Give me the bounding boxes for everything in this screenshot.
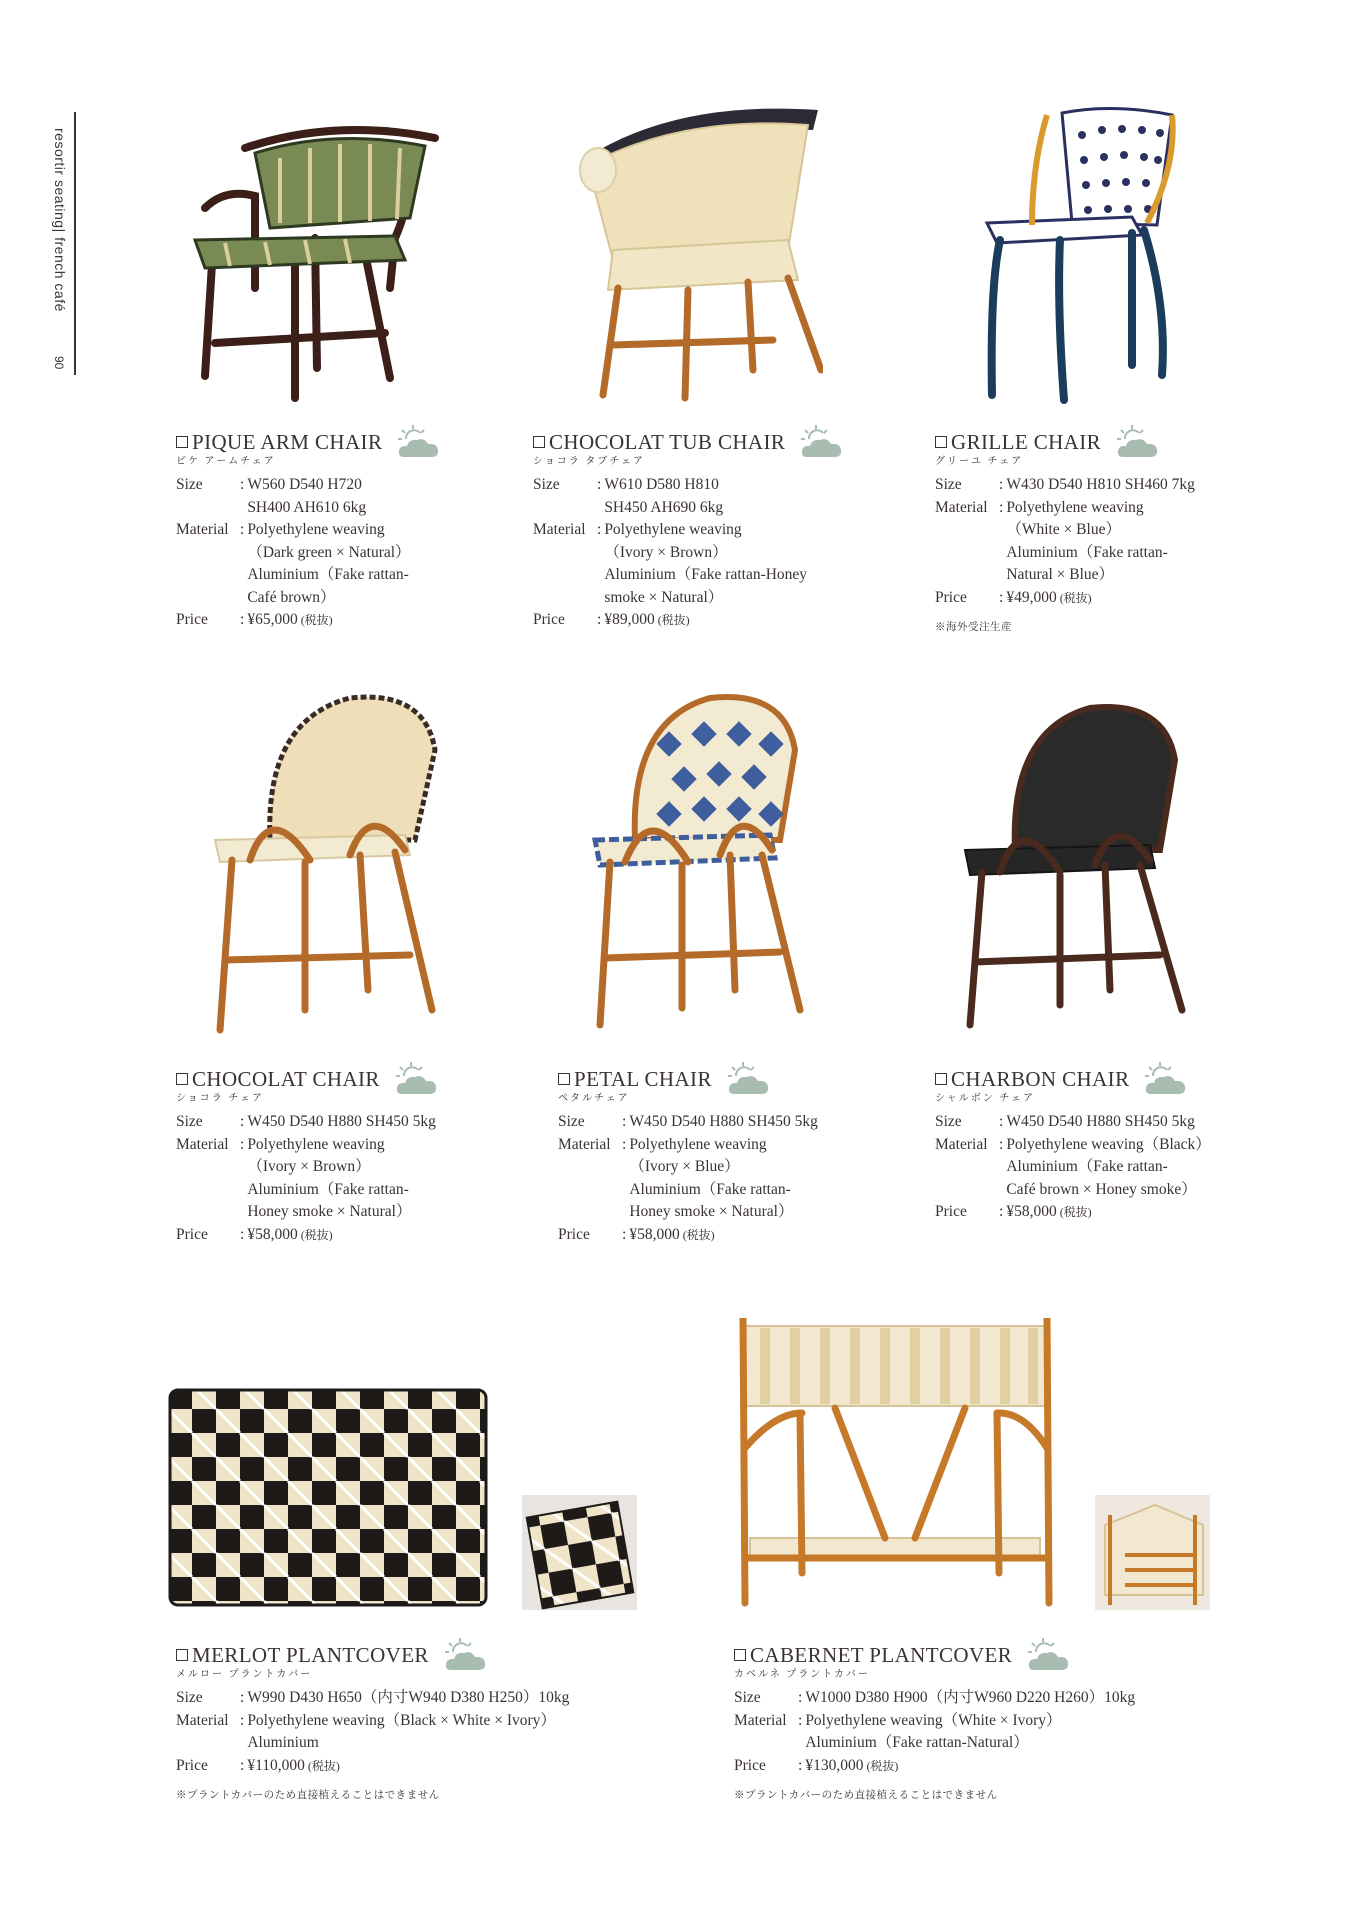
price-amount: ¥58,000 <box>247 1225 298 1243</box>
spec-label-size: Size <box>935 1113 962 1130</box>
spec-row-material <box>176 519 411 609</box>
product-kana: シャルボン チェア <box>935 1093 1035 1104</box>
spec-label-size: Size <box>176 1113 203 1130</box>
side-tab <box>50 128 70 378</box>
checkbox-icon[interactable] <box>935 1073 947 1085</box>
product-name: MERLOT PLANTCOVER <box>192 1642 429 1667</box>
spec-colon: : <box>240 1689 245 1706</box>
price-tax: (税抜) <box>307 1758 340 1773</box>
spec-row-price <box>176 1224 436 1247</box>
spec-line: Aluminium <box>247 1734 319 1751</box>
charbon-chair-photo <box>960 700 1195 1030</box>
checkbox-icon[interactable] <box>558 1073 570 1085</box>
spec-row-size <box>935 474 1195 497</box>
cloud-sun-icon <box>1115 425 1159 459</box>
spec-row-material <box>935 1134 1211 1202</box>
spec-line: Aluminium（Fake rattan- <box>1006 1158 1168 1175</box>
spec-value-size <box>1006 474 1195 497</box>
spec-row-material <box>558 1134 818 1224</box>
product-kana: ピケ アームチェア <box>176 456 276 467</box>
spec-value-material <box>1006 497 1167 587</box>
price-tax: (税抜) <box>657 613 690 627</box>
spec-label-size: Size <box>176 476 203 493</box>
spec-value-material <box>1006 1134 1210 1202</box>
spec-line: smoke × Natural） <box>604 588 724 606</box>
spec-line: Polyethylene weaving（Black） <box>1006 1135 1211 1153</box>
spec-line: （Ivory × Brown） <box>247 1158 371 1175</box>
spec-line: Natural × Blue） <box>1006 566 1115 583</box>
spec-label-size: Size <box>935 476 962 493</box>
pique-arm-chair-photo <box>185 118 455 408</box>
spec-line: Honey smoke × Natural） <box>629 1203 794 1220</box>
spec-row-size <box>176 474 411 519</box>
product-note: ※海外受注生産 <box>935 622 1012 633</box>
checkbox-icon[interactable] <box>533 436 545 448</box>
spec-label-price: Price <box>533 611 565 628</box>
spec-value-material <box>604 519 807 609</box>
spec-row-size <box>558 1111 818 1134</box>
product-kana: グリーユ チェア <box>935 456 1024 467</box>
side-label: resortir seating| french café <box>52 128 68 312</box>
spec-line: （Dark green × Natural） <box>247 543 411 561</box>
spec-label-price: Price <box>734 1756 766 1774</box>
product-name: CHOCOLAT CHAIR <box>192 1066 380 1091</box>
product-specs <box>176 474 411 632</box>
spec-row-price <box>734 1755 1135 1778</box>
spec-label-price: Price <box>176 1225 208 1243</box>
spec-row-size <box>734 1687 1135 1710</box>
spec-colon: : <box>622 1135 627 1153</box>
spec-line: Polyethylene weaving <box>247 521 385 538</box>
product-name: GRILLE CHAIR <box>951 429 1102 454</box>
spec-line: Café brown） <box>247 588 336 606</box>
spec-label-material: Material <box>734 1711 787 1729</box>
checkbox-icon[interactable] <box>935 436 947 448</box>
spec-label-material: Material <box>558 1135 611 1153</box>
spec-colon: : <box>999 588 1004 606</box>
price-value <box>247 1224 332 1247</box>
spec-colon: : <box>622 1225 627 1243</box>
spec-label-size: Size <box>558 1113 585 1130</box>
spec-row-size <box>176 1111 436 1134</box>
spec-colon: : <box>597 476 602 493</box>
spec-value-size <box>1006 1111 1195 1134</box>
spec-line: Aluminium（Fake rattan- <box>1006 543 1168 561</box>
spec-colon: : <box>240 611 245 628</box>
checkbox-icon[interactable] <box>176 436 188 448</box>
spec-line: W990 D430 H650（内寸W940 D380 H250）10kg <box>247 1689 570 1706</box>
spec-value-material <box>247 1710 556 1755</box>
spec-row-price <box>558 1224 818 1247</box>
price-tax: (税抜) <box>1059 590 1092 605</box>
product-note: ※プラントカバーのため直接植えることはできません <box>176 1790 440 1801</box>
cloud-sun-icon <box>799 425 843 459</box>
product-specs <box>176 1111 436 1246</box>
spec-value-material <box>247 519 410 609</box>
cloud-sun-icon <box>726 1062 770 1096</box>
cloud-sun-icon <box>1026 1638 1070 1672</box>
spec-line: Honey smoke × Natural） <box>247 1203 412 1220</box>
spec-label-material: Material <box>176 1135 229 1153</box>
spec-colon: : <box>798 1756 803 1774</box>
merlot-plantcover-photo <box>168 1385 488 1610</box>
price-value <box>1006 587 1091 610</box>
spec-row-material <box>176 1710 569 1755</box>
spec-row-material <box>533 519 807 609</box>
product-name: CHARBON CHAIR <box>951 1066 1130 1091</box>
cloud-sun-icon <box>396 425 440 459</box>
petal-chair-photo <box>590 690 820 1035</box>
checkbox-icon[interactable] <box>734 1649 746 1661</box>
spec-colon: : <box>240 1135 245 1153</box>
price-tax: (税抜) <box>300 613 333 627</box>
spec-label-price: Price <box>176 611 208 628</box>
cloud-sun-icon <box>443 1638 487 1672</box>
spec-label-material: Material <box>176 521 229 538</box>
spec-line: （White × Blue） <box>1006 521 1121 538</box>
price-tax: (税抜) <box>300 1227 333 1242</box>
chocolat-chair-photo <box>210 690 450 1035</box>
spec-row-price <box>533 609 807 632</box>
spec-colon: : <box>597 611 602 628</box>
spec-row-material <box>176 1134 436 1224</box>
spec-line: Polyethylene weaving <box>629 1135 767 1153</box>
spec-line: SH400 AH610 6kg <box>247 498 367 516</box>
product-kana: メルロー プラントカバー <box>176 1669 313 1680</box>
product-specs <box>558 1111 818 1246</box>
spec-line: Aluminium（Fake rattan- <box>247 1180 409 1198</box>
spec-value-material <box>805 1710 1061 1755</box>
price-value <box>629 1224 714 1247</box>
spec-line: W450 D540 H880 SH450 5kg <box>1006 1113 1195 1130</box>
spec-label-material: Material <box>935 1135 988 1153</box>
spec-colon: : <box>240 1711 245 1729</box>
product-kana: カベルネ プラントカバー <box>734 1669 870 1680</box>
grille-chair-photo <box>972 105 1182 405</box>
price-tax: (税抜) <box>682 1227 715 1242</box>
price-amount: ¥110,000 <box>247 1756 305 1774</box>
spec-colon: : <box>622 1113 627 1130</box>
spec-line: Polyethylene weaving <box>247 1135 385 1153</box>
spec-line: （Ivory × Blue） <box>629 1158 740 1175</box>
product-specs <box>533 474 807 632</box>
spec-colon: : <box>999 1203 1004 1220</box>
spec-line: Aluminium（Fake rattan- <box>247 566 409 583</box>
spec-line: W560 D540 H720 <box>247 476 362 493</box>
price-tax: (税抜) <box>866 1758 899 1773</box>
spec-line: W610 D580 H810 <box>604 476 719 493</box>
spec-value-material <box>629 1134 793 1224</box>
price-value <box>805 1755 898 1778</box>
spec-colon: : <box>240 1756 245 1774</box>
spec-row-size <box>533 474 807 519</box>
cloud-sun-icon <box>1143 1062 1187 1096</box>
spec-value-size <box>247 1687 569 1710</box>
side-divider <box>74 112 76 375</box>
spec-line: Polyethylene weaving <box>1006 498 1144 516</box>
spec-colon: : <box>999 1113 1004 1130</box>
spec-colon: : <box>240 1225 245 1243</box>
spec-label-material: Material <box>533 521 586 538</box>
spec-label-material: Material <box>935 498 988 516</box>
spec-colon: : <box>999 476 1004 493</box>
price-tax: (税抜) <box>1059 1205 1092 1219</box>
product-kana: ショコラ チェア <box>176 1093 264 1104</box>
spec-line: Aluminium（Fake rattan- <box>629 1180 791 1198</box>
spec-value-material <box>247 1134 411 1224</box>
product-kana: ペタルチェア <box>558 1093 630 1104</box>
chocolat-tub-chair-photo <box>573 100 823 405</box>
product-specs <box>935 474 1195 609</box>
spec-label-size: Size <box>533 476 560 493</box>
product-name: CABERNET PLANTCOVER <box>750 1642 1013 1667</box>
price-amount: ¥49,000 <box>1006 588 1057 606</box>
price-amount: ¥58,000 <box>629 1225 680 1243</box>
price-value <box>604 609 689 632</box>
spec-colon: : <box>999 498 1004 516</box>
price-amount: ¥89,000 <box>604 611 655 628</box>
spec-line: SH450 AH690 6kg <box>604 498 724 516</box>
spec-colon: : <box>597 521 602 538</box>
product-specs <box>734 1687 1135 1777</box>
spec-row-material <box>734 1710 1135 1755</box>
spec-label-price: Price <box>558 1225 590 1243</box>
page-number: 90 <box>52 356 66 370</box>
checkbox-icon[interactable] <box>176 1073 188 1085</box>
product-name: CHOCOLAT TUB CHAIR <box>549 429 786 454</box>
price-value <box>1006 1201 1091 1224</box>
spec-colon: : <box>999 1135 1004 1153</box>
spec-colon: : <box>240 1113 245 1130</box>
price-amount: ¥130,000 <box>805 1756 864 1774</box>
spec-row-price <box>935 587 1195 610</box>
product-specs <box>176 1687 569 1777</box>
spec-colon: : <box>798 1711 803 1729</box>
spec-row-price <box>935 1201 1211 1224</box>
spec-colon: : <box>240 476 245 493</box>
spec-colon: : <box>240 521 245 538</box>
spec-value-size <box>247 1111 436 1134</box>
spec-row-price <box>176 609 411 632</box>
spec-label-price: Price <box>176 1756 208 1774</box>
spec-label-size: Size <box>734 1689 761 1706</box>
spec-line: W430 D540 H810 SH460 7kg <box>1006 476 1195 493</box>
spec-line: W1000 D380 H900（内寸W960 D220 H260）10kg <box>805 1689 1136 1706</box>
product-name: PETAL CHAIR <box>574 1066 712 1091</box>
spec-line: Polyethylene weaving <box>604 521 742 538</box>
product-kana: ショコラ タブチェア <box>533 456 645 467</box>
spec-label-price: Price <box>935 588 967 606</box>
spec-row-material <box>935 497 1195 587</box>
spec-row-price <box>176 1755 569 1778</box>
price-value <box>247 609 332 632</box>
spec-line: Polyethylene weaving（Black × White × Ivory） <box>247 1711 556 1729</box>
spec-row-size <box>176 1687 569 1710</box>
spec-label-material: Material <box>176 1711 229 1729</box>
spec-line: W450 D540 H880 SH450 5kg <box>629 1113 818 1130</box>
price-amount: ¥58,000 <box>1006 1203 1057 1220</box>
spec-row-size <box>935 1111 1211 1134</box>
spec-line: Café brown × Honey smoke） <box>1006 1180 1197 1198</box>
spec-value-size <box>247 474 366 519</box>
product-note: ※プラントカバーのため直接植えることはできません <box>734 1790 998 1801</box>
cabernet-detail-photo <box>1095 1495 1210 1610</box>
spec-line: （Ivory × Brown） <box>604 543 728 561</box>
spec-value-size <box>629 1111 818 1134</box>
spec-label-price: Price <box>935 1203 967 1220</box>
spec-colon: : <box>798 1689 803 1706</box>
price-amount: ¥65,000 <box>247 611 298 628</box>
spec-label-size: Size <box>176 1689 203 1706</box>
spec-value-size <box>805 1687 1135 1710</box>
product-name: PIQUE ARM CHAIR <box>192 429 383 454</box>
cabernet-plantcover-photo <box>735 1318 1060 1618</box>
checkbox-icon[interactable] <box>176 1649 188 1661</box>
spec-line: Polyethylene weaving（White × Ivory） <box>805 1711 1062 1729</box>
spec-value-size <box>604 474 723 519</box>
spec-line: Aluminium（Fake rattan-Honey <box>604 566 808 583</box>
product-specs <box>935 1111 1211 1224</box>
merlot-detail-photo <box>522 1495 637 1610</box>
spec-line: Aluminium（Fake rattan-Natural） <box>805 1734 1029 1751</box>
spec-line: W450 D540 H880 SH450 5kg <box>247 1113 436 1130</box>
price-value <box>247 1755 340 1778</box>
cloud-sun-icon <box>394 1062 438 1096</box>
